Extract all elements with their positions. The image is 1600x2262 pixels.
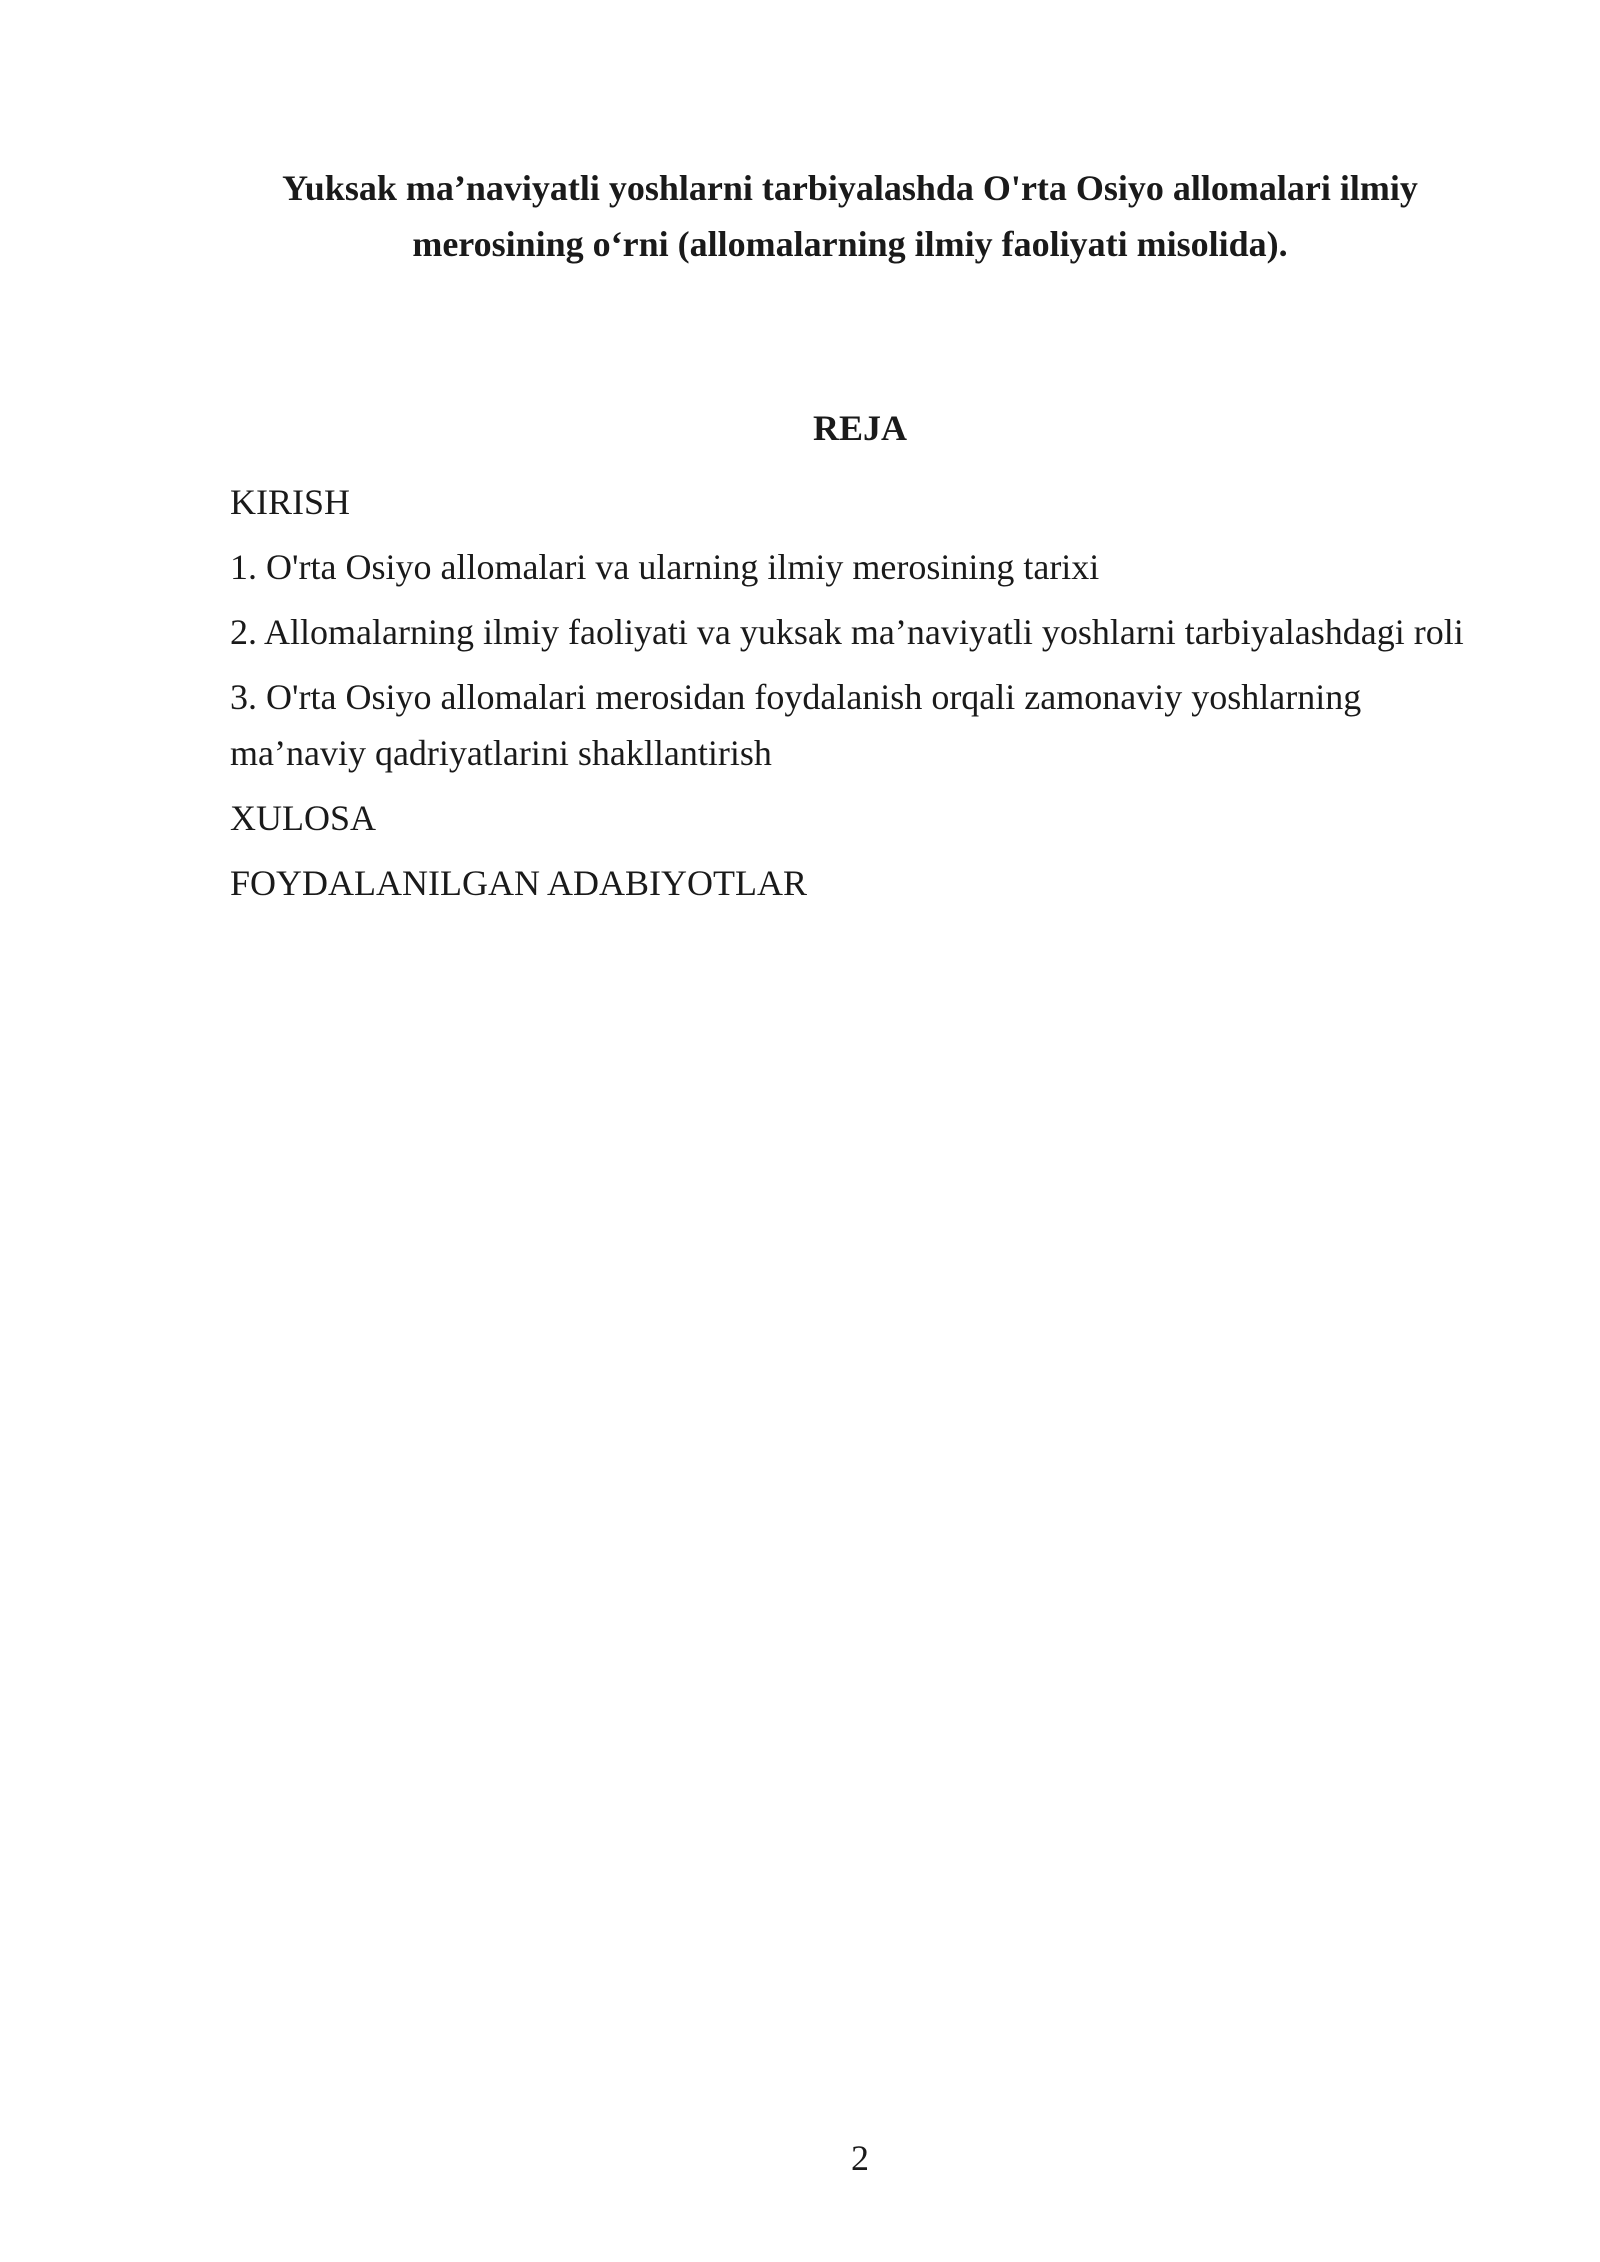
plan-item-3: 3. O'rta Osiyo allomalari merosidan foydalanish orqali zamonaviy yoshlarning ma’naviy qadriyatlarini shakllantirish [230,677,1362,773]
plan-heading: REJA [812,408,907,448]
plan-item-2: 2. Allomalarning ilmiy faoliyati va yuksak ma’naviyatli yoshlarni tarbiyalashdagi roli [230,612,1464,652]
plan-list [230,474,1475,920]
plan-item-conclusion: XULOSA [230,798,377,838]
page-number: 2 [851,2138,869,2178]
document-title: Yuksak ma’naviyatli yoshlarni tarbiyalashda O'rta Osiyo allomalari ilmiy merosining o‘rni (allomalarning ilmiy faoliyati misolida). [282,168,1418,264]
plan-item-references: FOYDALANILGAN ADABIYOTLAR [230,863,807,903]
plan-item-1: 1. O'rta Osiyo allomalari va ularning ilmiy merosining tarixi [230,547,1100,587]
plan-item-introduction: KIRISH [230,482,351,522]
